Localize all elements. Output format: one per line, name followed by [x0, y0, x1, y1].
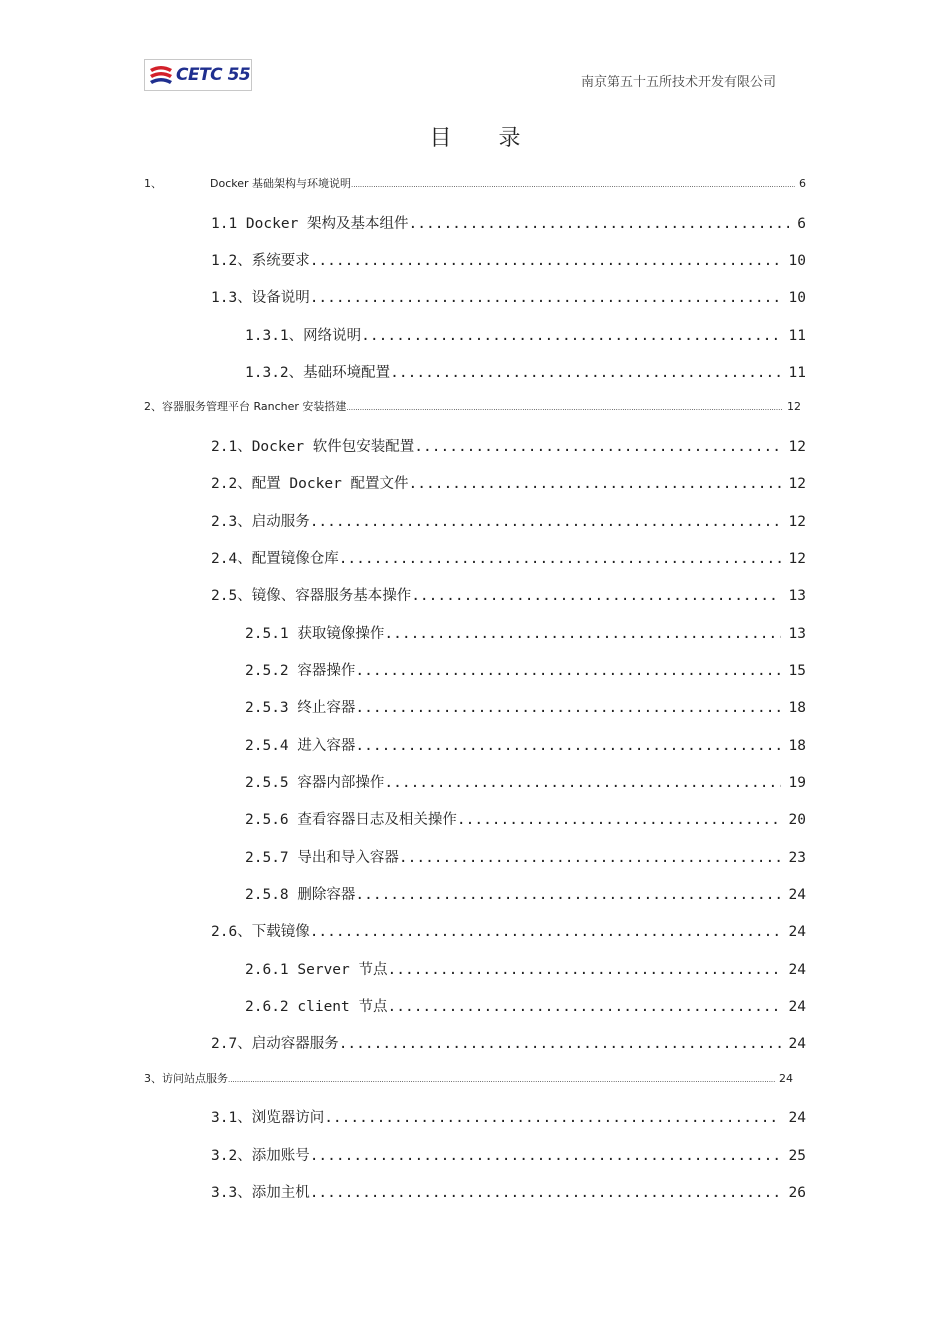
toc-entry-2-6[interactable]: [211, 920, 806, 941]
toc-entry-2-5-4[interactable]: [245, 734, 806, 755]
toc-entry-page: 12: [787, 400, 801, 413]
toc-entry-2-1[interactable]: [211, 435, 806, 456]
toc-leader-dots: [384, 626, 780, 642]
toc-entry-page: 24: [788, 924, 806, 940]
toc-entry-1-1[interactable]: [211, 212, 806, 233]
toc-entry-page: 18: [788, 700, 806, 716]
toc-leader-dots: [324, 1110, 780, 1126]
toc-leader-dots: [355, 663, 780, 679]
toc-entry-label: 2.6、下载镜像: [211, 924, 310, 940]
toc-leader-dots: [310, 253, 781, 269]
toc-entry-page: 12: [788, 476, 806, 492]
toc-entry-1-3[interactable]: [211, 286, 806, 307]
toc-entry-2-5-5[interactable]: [245, 771, 806, 792]
toc-leader-dots: [310, 1185, 781, 1201]
toc-entry-label: 3.1、浏览器访问: [211, 1110, 325, 1126]
toc-leader-dots: [339, 1036, 781, 1052]
toc-entry-label: 2、容器服务管理平台 Rancher 安装搭建: [144, 400, 347, 413]
toc-leader-dots: [339, 551, 781, 567]
toc-leader-dots: [310, 924, 781, 940]
toc-entry-label: Docker 基础架构与环境说明: [210, 177, 352, 190]
toc-entry-label: 2.5.6 查看容器日志及相关操作: [245, 812, 457, 828]
toc-entry-label: 2.5.3 终止容器: [245, 700, 356, 716]
toc-entry-2-6-1[interactable]: [245, 958, 806, 979]
toc-entry-1[interactable]: [144, 175, 806, 191]
toc-leader-dots: [346, 400, 783, 413]
toc-entry-page: 13: [788, 626, 806, 642]
toc-entry-page: 25: [788, 1148, 806, 1164]
toc-leader-dots: [409, 476, 781, 492]
toc-entry-2-7[interactable]: [211, 1032, 806, 1053]
toc-entry-page: 10: [788, 253, 806, 269]
toc-leader-dots: [457, 812, 781, 828]
toc-entry-2-5-7[interactable]: [245, 846, 806, 867]
toc-leader-dots: [310, 290, 781, 306]
toc-entry-page: 24: [788, 1110, 806, 1126]
toc-entry-label: 3.2、添加账号: [211, 1148, 310, 1164]
toc-entry-page: 24: [779, 1072, 793, 1085]
toc-entry-page: 13: [788, 588, 806, 604]
toc-entry-label: 2.5.8 删除容器: [245, 887, 356, 903]
logo-text: CETC 55: [176, 65, 251, 85]
toc-leader-dots: [310, 514, 781, 530]
toc-leader-dots: [228, 1072, 775, 1085]
toc-entry-1-3-1[interactable]: [245, 324, 806, 345]
toc-entry-2-5-8[interactable]: [245, 883, 806, 904]
toc-entry-page: 24: [788, 887, 806, 903]
toc-entry-2-5-2[interactable]: [245, 659, 806, 680]
toc-entry-page: 12: [788, 551, 806, 567]
toc-entry-label: 2.5.4 进入容器: [245, 738, 356, 754]
toc-entry-page: 10: [788, 290, 806, 306]
toc-entry-label: 2.5.2 容器操作: [245, 663, 356, 679]
toc-leader-dots: [411, 588, 780, 604]
toc-entry-label: 2.4、配置镜像仓库: [211, 551, 339, 567]
toc-entry-2-3[interactable]: [211, 510, 806, 531]
toc-entry-label: 2.5、镜像、容器服务基本操作: [211, 588, 412, 604]
toc-leader-dots: [390, 365, 780, 381]
toc-leader-dots: [409, 216, 790, 232]
toc-leader-dots: [388, 999, 781, 1015]
toc-entry-2-5-3[interactable]: [245, 696, 806, 717]
toc-leader-dots: [414, 439, 780, 455]
toc-entry-label: 2.7、启动容器服务: [211, 1036, 339, 1052]
toc-entry-label: 2.1、Docker 软件包安装配置: [211, 439, 415, 455]
toc-entry-page: 19: [788, 775, 806, 791]
toc-entry-page: 18: [788, 738, 806, 754]
toc-leader-dots: [355, 887, 780, 903]
toc-entry-label: 1.2、系统要求: [211, 253, 310, 269]
toc-entry-page: 6: [799, 177, 806, 190]
toc-entry-page: 12: [788, 439, 806, 455]
toc-entry-label: 3.3、添加主机: [211, 1185, 310, 1201]
toc-entry-label: 2.5.1 获取镜像操作: [245, 626, 385, 642]
toc-entry-page: 6: [797, 216, 806, 232]
toc-leader-dots: [310, 1148, 781, 1164]
toc-entry-page: 23: [788, 850, 806, 866]
toc-entry-1-2[interactable]: [211, 249, 806, 270]
toc-entry-2-2[interactable]: [211, 472, 806, 493]
toc-entry-number: 1、: [144, 177, 162, 190]
toc-entry-label: 2.5.5 容器内部操作: [245, 775, 385, 791]
page-title: 目 录: [429, 126, 541, 151]
toc-leader-dots: [351, 177, 795, 190]
toc-entry-label: 3、访问站点服务: [144, 1072, 228, 1085]
toc-entry-page: 11: [788, 365, 806, 381]
toc-entry-page: 24: [788, 962, 806, 978]
toc-entry-2-6-2[interactable]: [245, 995, 806, 1016]
toc-leader-dots: [384, 775, 780, 791]
toc-entry-2-5-1[interactable]: [245, 622, 806, 643]
toc-entry-label: 2.6.1 Server 节点: [245, 962, 388, 978]
toc-entry-2[interactable]: [144, 398, 801, 414]
toc-entry-label: 1.1 Docker 架构及基本组件: [211, 216, 409, 232]
toc-entry-2-5-6[interactable]: [245, 808, 806, 829]
toc-leader-dots: [355, 738, 780, 754]
toc-entry-page: 24: [788, 999, 806, 1015]
toc-entry-page: 26: [788, 1185, 806, 1201]
toc-entry-page: 12: [788, 514, 806, 530]
toc-leader-dots: [399, 850, 781, 866]
toc-entry-3-3[interactable]: [211, 1181, 806, 1202]
toc-entry-label: 2.3、启动服务: [211, 514, 310, 530]
toc-entry-3-1[interactable]: [211, 1106, 806, 1127]
toc-leader-dots: [361, 328, 780, 344]
toc-entry-page: 15: [788, 663, 806, 679]
toc-entry-label: 1.3、设备说明: [211, 290, 310, 306]
toc-entry-label: 2.2、配置 Docker 配置文件: [211, 476, 409, 492]
toc-entry-2-4[interactable]: [211, 547, 806, 568]
toc-entry-label: 2.5.7 导出和导入容器: [245, 850, 399, 866]
toc-entry-label: 2.6.2 client 节点: [245, 999, 388, 1015]
toc-leader-dots: [388, 962, 781, 978]
toc-entry-page: 11: [788, 328, 806, 344]
toc-entry-3[interactable]: [144, 1070, 793, 1086]
company-name: 南京第五十五所技术开发有限公司: [580, 75, 776, 90]
toc-entry-page: 20: [788, 812, 806, 828]
toc-entry-label: 1.3.1、网络说明: [245, 328, 362, 344]
toc-leader-dots: [355, 700, 780, 716]
toc-entry-page: 24: [788, 1036, 806, 1052]
toc-entry-3-2[interactable]: [211, 1144, 806, 1165]
toc-entry-label: 1.3.2、基础环境配置: [245, 365, 391, 381]
toc-entry-1-3-2[interactable]: [245, 361, 806, 382]
toc-entry-2-5[interactable]: [211, 584, 806, 605]
